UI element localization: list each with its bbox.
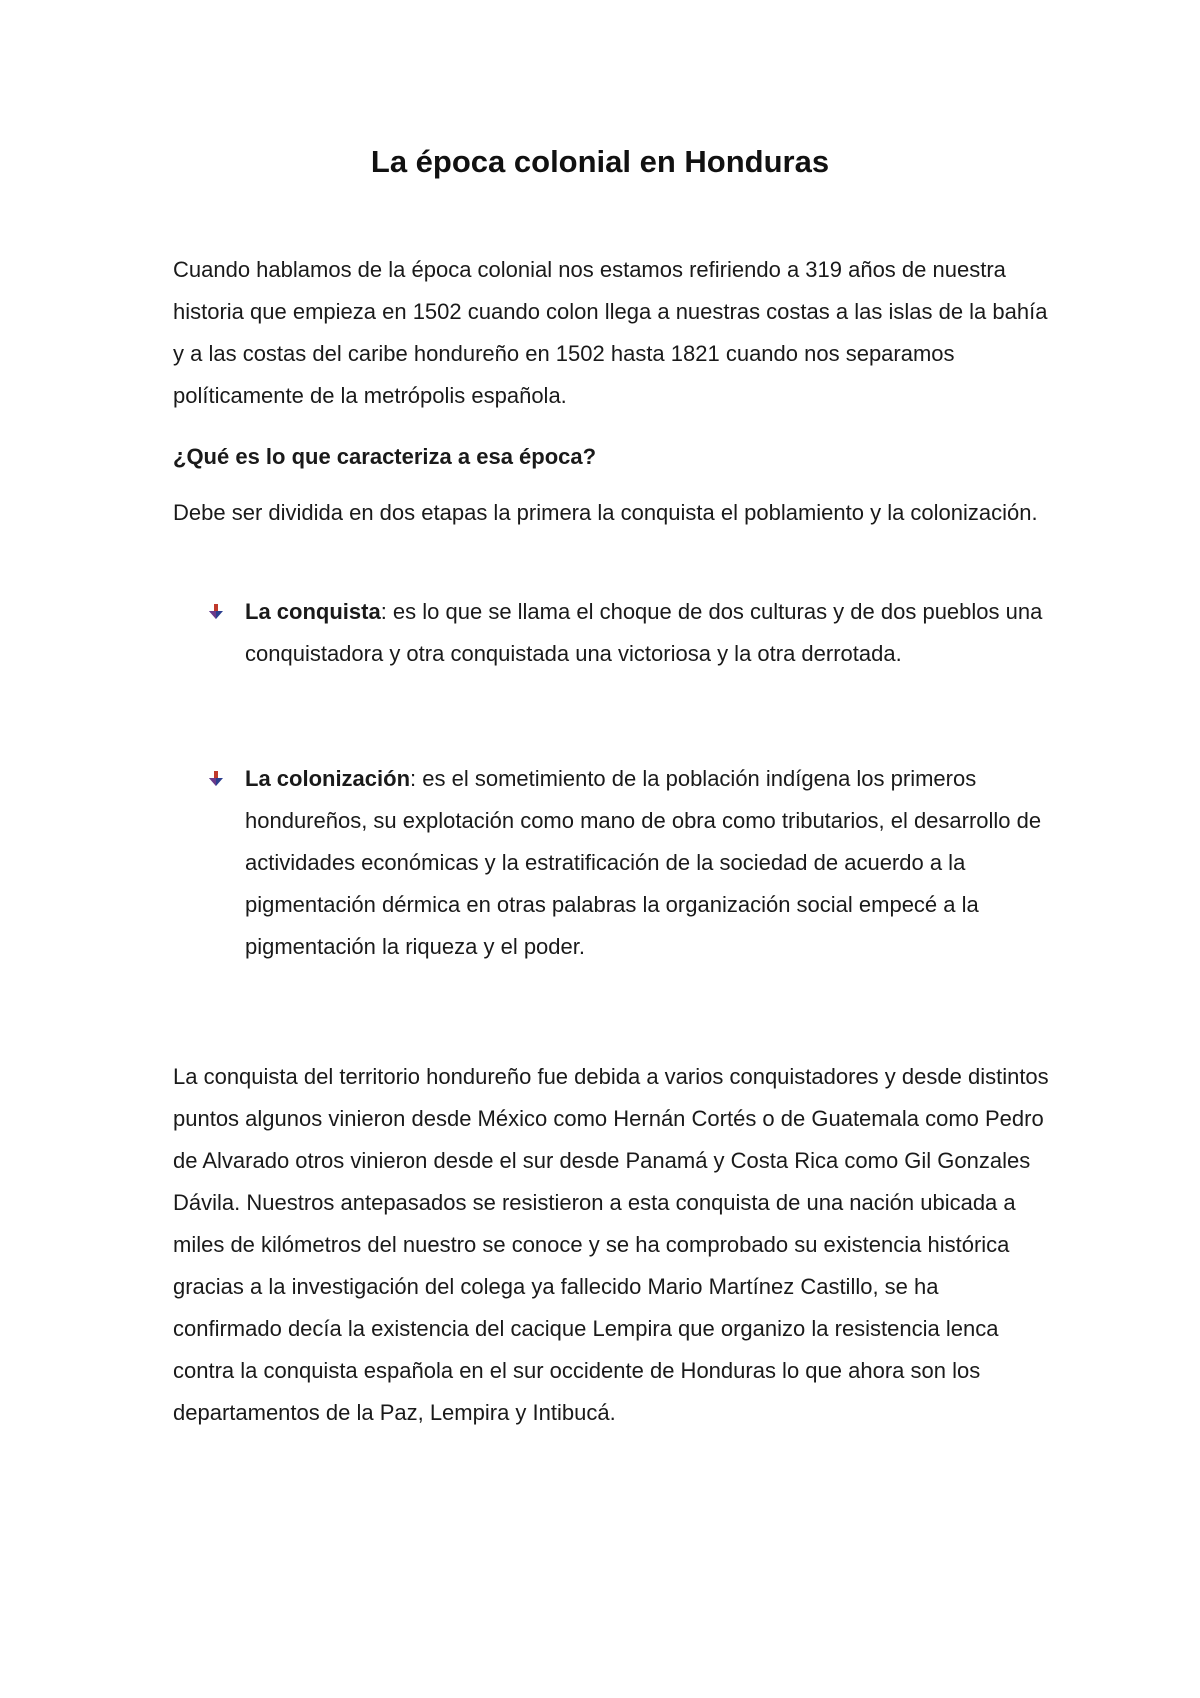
list-item-conquista <box>245 591 1045 675</box>
question-heading: ¿Qué es lo que caracteriza a esa época? <box>173 444 597 469</box>
document-title: La época colonial en Honduras <box>370 144 830 179</box>
list-item-colonizacion <box>245 758 1045 968</box>
arrow-down-bullet-icon <box>208 604 224 620</box>
bullet-text: : es lo que se llama el choque de dos culturas y de dos pueblos una conquistadora y otra conquistada una victoriosa y la otra derrotada. <box>245 599 1043 666</box>
bullet-term: La conquista <box>245 599 381 624</box>
bullet-term: La colonización <box>245 766 411 791</box>
conquest-paragraph: La conquista del territorio hondureño fue debida a varios conquistadores y desde distintos puntos algunos vinieron desde México como Hernán Cortés o de Guatemala como Pedro de Alvarado otros vinieron desde el sur desde Panamá y Costa Rica como Gil Gonzales Dávila. Nuestros antepasados se resistieron a esta conquista de una nación ubicada a miles de kilómetros del nuestro se conoce y se ha comprobado su existencia histórica gracias a la investigación del colega ya fallecido Mario Martínez Castillo, se ha confirmado decía la existencia del cacique Lempira que organizo la resistencia lenca contra la conquista española en el sur occidente de Honduras lo que ahora son los departamentos de la Paz, Lempira y Intibucá. <box>173 1064 1049 1425</box>
stages-paragraph: Debe ser dividida en dos etapas la primera la conquista el poblamiento y la colonización. <box>173 500 1038 525</box>
bullet-text: : es el sometimiento de la población indígena los primeros hondureños, su explotación como mano de obra como tributarios, el desarrollo de actividades económicas y la estratificación de la sociedad de acuerdo a la pigmentación dérmica en otras palabras la organización social empecé a la pigmentación la riqueza y el poder. <box>245 766 1042 959</box>
arrow-down-bullet-icon <box>208 771 224 787</box>
intro-paragraph: Cuando hablamos de la época colonial nos estamos refiriendo a 319 años de nuestra historia que empieza en 1502 cuando colon llega a nuestras costas a las islas de la bahía y a las costas del caribe hondureño en 1502 hasta 1821 cuando nos separamos políticamente de la metrópolis española. <box>173 257 1048 408</box>
